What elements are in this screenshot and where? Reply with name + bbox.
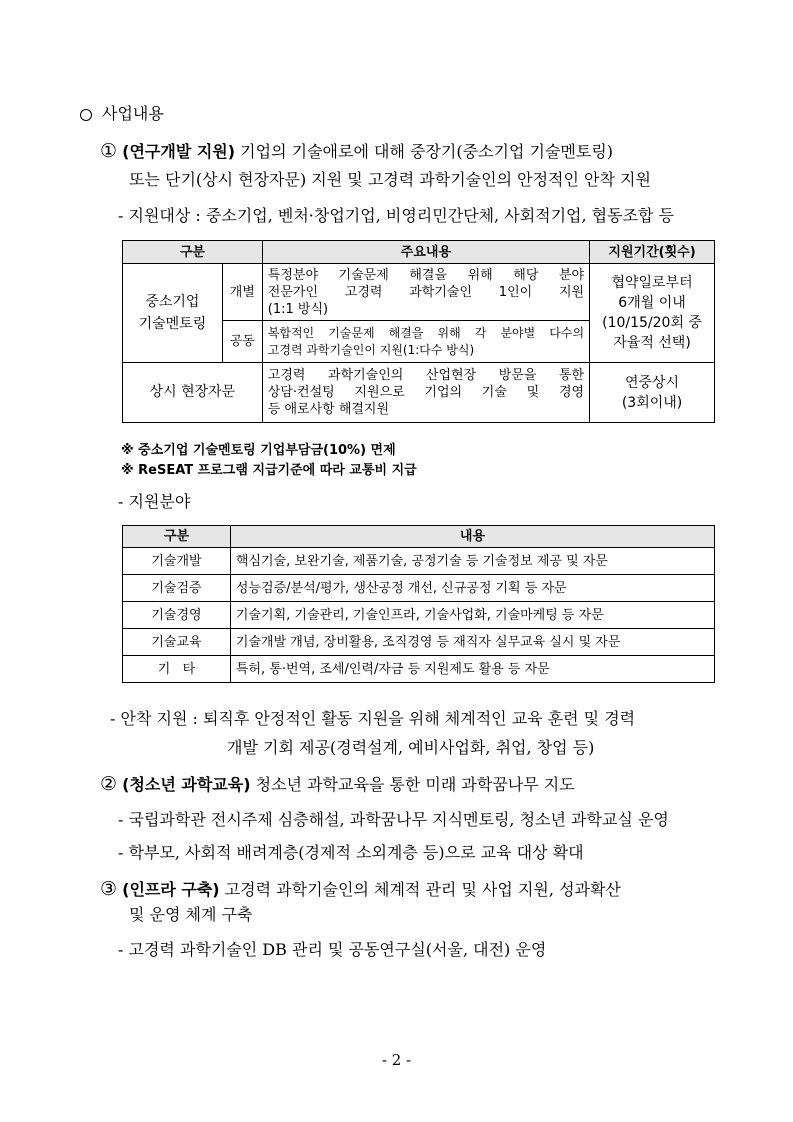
onsite-content-line: 등 애로사항 해결지원 (267, 402, 390, 417)
table1-header-category: 구분 (123, 241, 263, 264)
table2-row-content: 기술기획, 기술관리, 기술인프라, 기술사업화, 기술마케팅 등 자문 (230, 602, 714, 629)
table1-period1 (590, 264, 715, 363)
period1-line: (10/15/20회 중 (602, 315, 702, 331)
sub2-content-line: 고경력 과학기술인이 지원(1:다수 방식) (267, 342, 475, 357)
group-label-line1: 중소기업 (145, 294, 200, 310)
table2-row-content: 핵심기술, 보완기술, 제품기술, 공정기술 등 기술정보 제공 및 자문 (230, 548, 714, 575)
table2-row-content: 특허, 통·번역, 조세/인력/자금 등 지원제도 활용 등 자문 (230, 656, 714, 683)
table2-header-category: 구분 (123, 526, 231, 548)
field-heading: - 지원분야 (118, 492, 191, 511)
section-heading (80, 104, 164, 124)
item2-bullet: - 학부모, 사회적 배려계층(경제적 소외계층 등)으로 교육 대상 확대 (118, 843, 584, 862)
item3-line1-text: 고경력 과학기술인의 체계적 관리 및 사업 지원, 성과확산 (219, 880, 621, 899)
page-number: - 2 - (381, 1051, 412, 1069)
item1-line2: 또는 단기(상시 현장자문) 지원 및 고경력 과학기술인의 안정적인 안착 지원 (129, 170, 651, 189)
item1-target: - 지원대상 : 중소기업, 벤처·창업기업, 비영리민간단체, 사회적기업, 협동조합 등 (118, 206, 675, 225)
group-label-line2: 기술멘토링 (138, 316, 207, 332)
settle-line1: - 안착 지원 : 퇴직후 안정적인 활동 지원을 위해 체계적인 교육 훈련 및 경력 (110, 709, 636, 728)
item2-line (100, 774, 575, 795)
table2-row-label: 기 타 (123, 656, 231, 683)
table1-sub2-content (262, 321, 589, 363)
table2-row-label: 기술교육 (123, 629, 231, 656)
sub1-content-line: 특정분야 기술문제 해결을 위해 해당 분야 (267, 267, 585, 283)
item3-number: ③ (100, 878, 118, 900)
field-table (122, 525, 715, 683)
table1-sub-individual: 개별 (222, 264, 262, 321)
period1-line: 협약일로부터 (611, 275, 693, 291)
item3-line2: 및 운영 체계 구축 (129, 905, 253, 924)
table1-sub1-content (262, 264, 589, 321)
table2-row-content: 기술개발 개념, 장비활용, 조직경영 등 재직자 실무교육 실시 및 자문 (230, 629, 714, 656)
table2-header-content: 내용 (230, 526, 714, 548)
note-fee-exempt: ※ 중소기업 기술멘토링 기업부담금(10%) 면제 (121, 443, 396, 458)
settle-line2: 개발 기회 제공(경력설계, 예비사업화, 취업, 창업 등) (227, 738, 595, 757)
item3-line1 (100, 879, 621, 900)
item2-title: (청소년 과학교육) (122, 775, 251, 794)
table2-row-label: 기술검증 (123, 575, 231, 602)
table1-onsite-label: 상시 현장자문 (123, 363, 263, 423)
item1-line1 (100, 141, 613, 162)
onsite-content-line: 고경력 과학기술인의 산업현장 방문을 통한 (267, 368, 585, 383)
item3-title: (인프라 구축) (122, 880, 220, 899)
item2-number: ② (100, 773, 118, 795)
sub1-content-line: (1:1 방식) (267, 301, 329, 317)
item1-title: (연구개발 지원) (122, 142, 236, 161)
section-heading-text: 사업내용 (102, 104, 164, 123)
period2-line: (3회이내) (621, 394, 683, 411)
table1-group-label (123, 264, 223, 363)
sub2-content-line: 복합적인 기술문제 해결을 위해 각 분야별 다수의 (267, 325, 585, 340)
period2-line: 연중상시 (624, 374, 680, 391)
table1-period2 (590, 363, 715, 423)
item1-line1-text: 기업의 기술애로에 대해 중장기(중소기업 기술멘토링) (235, 142, 614, 161)
table1-header-content: 주요내용 (262, 241, 589, 264)
item2-text: 청소년 과학교육을 통한 미래 과학꿈나무 지도 (250, 775, 575, 794)
note-transport: ※ ReSEAT 프로그램 지급기준에 따라 교통비 지급 (121, 463, 417, 478)
table1-sub-joint: 공동 (222, 321, 262, 363)
table2-row-label: 기술경영 (123, 602, 231, 629)
circle-bullet-icon (80, 109, 92, 121)
onsite-content-line: 상담·컨설팅 지원으로 기업의 기술 및 경영 (267, 385, 585, 400)
item3-bullet: - 고경력 과학기술인 DB 관리 및 공동연구실(서울, 대전) 운영 (118, 940, 547, 959)
table1-onsite-content (262, 363, 589, 423)
period1-line: 6개월 이내 (618, 295, 686, 311)
support-table (122, 240, 715, 423)
table2-row-content: 성능검증/분석/평가, 생산공정 개선, 신규공정 기획 등 자문 (230, 575, 714, 602)
item1-number: ① (100, 140, 118, 162)
table1-header-period: 지원기간(횟수) (590, 241, 715, 264)
period1-line: 자율적 선택) (613, 335, 691, 351)
table2-row-label: 기술개발 (123, 548, 231, 575)
sub1-content-line: 전문가인 고경력 과학기술인 1인이 지원 (267, 284, 585, 300)
item2-bullet: - 국립과학관 전시주제 심층해설, 과학꿈나무 지식멘토링, 청소년 과학교실 운영 (118, 810, 669, 829)
